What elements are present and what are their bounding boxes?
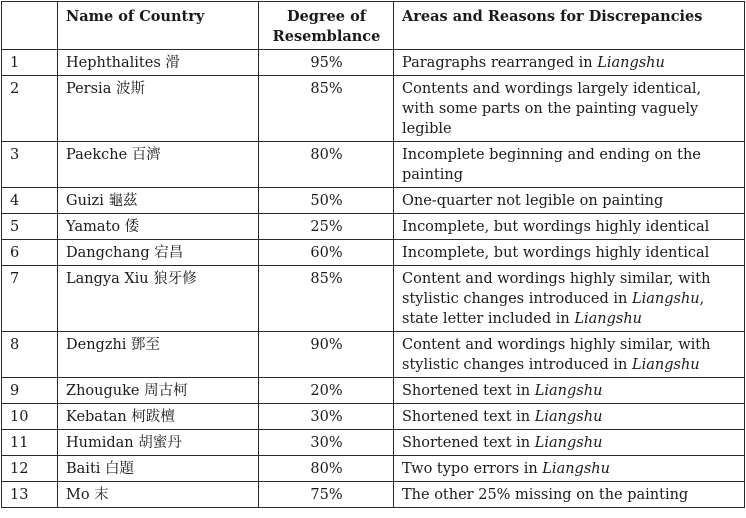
degree-value: 60% (259, 240, 394, 266)
country-name: Hephthalites 滑 (58, 50, 259, 76)
degree-value: 30% (259, 404, 394, 430)
text-segment: Content and wordings highly similar, with stylistic changes introduced in (402, 337, 711, 373)
degree-value: 80% (259, 456, 394, 482)
degree-value: 75% (259, 482, 394, 508)
country-name: Langya Xiu 狼牙修 (58, 266, 259, 332)
discrepancy-text (394, 76, 745, 142)
row-number: 9 (2, 378, 58, 404)
row-number: 2 (2, 76, 58, 142)
degree-value: 90% (259, 332, 394, 378)
header-areas: Areas and Reasons for Discrepancies (394, 2, 745, 50)
discrepancy-text (394, 404, 745, 430)
italic-title: Liangshu (534, 435, 603, 451)
header-country: Name of Country (58, 2, 259, 50)
row-number: 1 (2, 50, 58, 76)
row-number: 4 (2, 188, 58, 214)
country-name: Yamato 倭 (58, 214, 259, 240)
table-row (2, 332, 745, 378)
discrepancy-text (394, 430, 745, 456)
text-segment: Incomplete, but wordings highly identical (402, 219, 710, 235)
italic-title: Liangshu (534, 383, 603, 399)
degree-value: 85% (259, 76, 394, 142)
country-name: Mo 末 (58, 482, 259, 508)
text-segment: Contents and wordings largely identical, with some parts on the painting vaguely legible (402, 81, 702, 137)
country-name: Dengzhi 鄧至 (58, 332, 259, 378)
italic-title: Liangshu (542, 461, 610, 477)
discrepancy-text (394, 266, 745, 332)
table-row (2, 214, 745, 240)
text-segment: Paragraphs rearranged in (402, 55, 598, 71)
table-row (2, 240, 745, 266)
country-name: Guizi 龜茲 (58, 188, 259, 214)
text-segment: Incomplete beginning and ending on the painting (402, 147, 701, 183)
discrepancy-text (394, 240, 745, 266)
italic-title: Liangshu (574, 311, 642, 327)
degree-value: 25% (259, 214, 394, 240)
table-row (2, 430, 745, 456)
row-number: 8 (2, 332, 58, 378)
country-name: Baiti 白題 (58, 456, 259, 482)
header-degree: Degree of Resemblance (259, 2, 394, 50)
discrepancy-text (394, 332, 745, 378)
discrepancy-text (394, 214, 745, 240)
table-row (2, 188, 745, 214)
table-row (2, 266, 745, 332)
degree-value: 85% (259, 266, 394, 332)
country-name: Zhouguke 周古柯 (58, 378, 259, 404)
row-number: 12 (2, 456, 58, 482)
table-row (2, 456, 745, 482)
text-segment: , state letter included in (402, 291, 705, 327)
row-number: 11 (2, 430, 58, 456)
text-segment: Two typo errors in (402, 461, 543, 477)
italic-title: Liangshu (597, 55, 665, 71)
country-name: Humidan 胡蜜丹 (58, 430, 259, 456)
degree-value: 50% (259, 188, 394, 214)
italic-title: Liangshu (632, 291, 700, 307)
text-segment: Shortened text in (402, 435, 535, 451)
discrepancy-text (394, 142, 745, 188)
row-number: 5 (2, 214, 58, 240)
table-row (2, 482, 745, 508)
row-number: 10 (2, 404, 58, 430)
discrepancy-text (394, 50, 745, 76)
row-number: 6 (2, 240, 58, 266)
degree-value: 20% (259, 378, 394, 404)
country-name: Kebatan 柯跋檀 (58, 404, 259, 430)
discrepancy-text (394, 456, 745, 482)
text-segment: One-quarter not legible on painting (402, 193, 664, 209)
text-segment: Incomplete, but wordings highly identical (402, 245, 710, 261)
table-row (2, 76, 745, 142)
discrepancy-text (394, 188, 745, 214)
discrepancy-text (394, 482, 745, 508)
italic-title: Liangshu (534, 409, 603, 425)
table-row (2, 142, 745, 188)
row-number: 7 (2, 266, 58, 332)
comparison-table (1, 1, 745, 508)
degree-value: 80% (259, 142, 394, 188)
text-segment: Shortened text in (402, 409, 535, 425)
text-segment: Content and wordings highly similar, with stylistic changes introduced in (402, 271, 711, 307)
table-body (2, 50, 745, 508)
table-row (2, 50, 745, 76)
row-number: 3 (2, 142, 58, 188)
text-segment: Shortened text in (402, 383, 535, 399)
text-segment: The other 25% missing on the painting (402, 487, 689, 503)
table-row (2, 404, 745, 430)
header-row (2, 2, 745, 50)
table-row (2, 378, 745, 404)
degree-value: 95% (259, 50, 394, 76)
header-number (2, 2, 58, 50)
row-number: 13 (2, 482, 58, 508)
country-name: Dangchang 宕昌 (58, 240, 259, 266)
degree-value: 30% (259, 430, 394, 456)
italic-title: Liangshu (632, 357, 700, 373)
discrepancy-text (394, 378, 745, 404)
country-name: Paekche 百濟 (58, 142, 259, 188)
country-name: Persia 波斯 (58, 76, 259, 142)
